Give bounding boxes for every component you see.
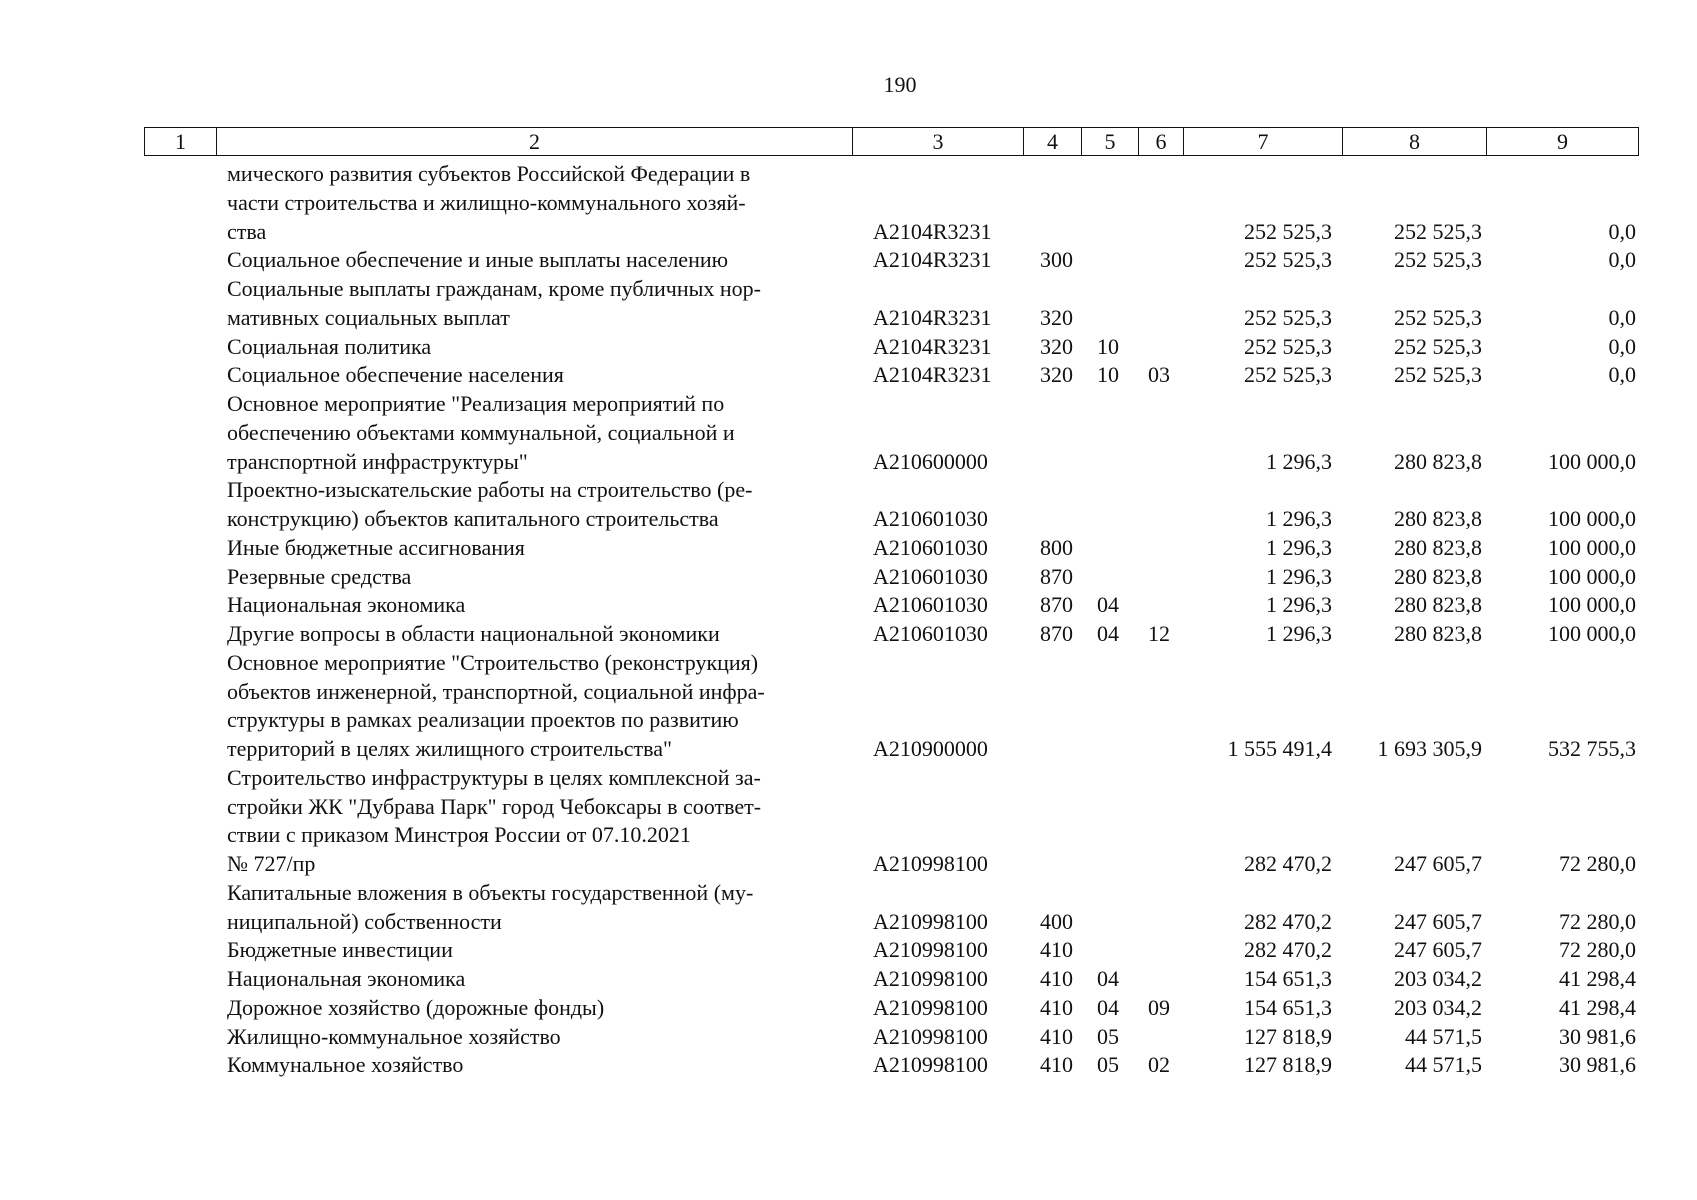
row-expense-type: 320 — [1040, 362, 1073, 388]
row-expense-type: 410 — [1040, 1023, 1073, 1049]
row-description: Основное мероприятие "Реализация мероприятий по обеспечению объектами коммунальной, социальной и транспортной инфраструктуры" — [227, 391, 735, 474]
row-target-code: А210998100 — [873, 851, 988, 876]
row-expense-type: 410 — [1040, 1052, 1073, 1078]
row-description: Строительство инфраструктуры в целях комплексной за- стройки ЖК "Дубрава Парк" город Чебоксары в соответ- ствии с приказом Минстроя России от 07.10.2021 № 727/пр — [227, 764, 762, 876]
row-target-code: А2104R3231 — [873, 247, 992, 273]
row-section: 10 — [1097, 362, 1119, 388]
table-row — [0, 361, 1697, 390]
row-target-code: А210601030 — [873, 621, 988, 646]
row-amount-3: 72 280,0 — [1559, 937, 1636, 963]
row-target-code: А2104R3231 — [873, 304, 992, 330]
row-description: Иные бюджетные ассигнования — [227, 534, 525, 560]
header-col-6: 6 — [1139, 128, 1184, 156]
row-target-code: А2104R3231 — [873, 362, 992, 388]
row-subsection: 12 — [1148, 621, 1170, 646]
row-amount-1: 252 525,3 — [1244, 362, 1332, 388]
row-amount-1: 1 296,3 — [1266, 448, 1332, 474]
row-amount-3: 100 000,0 — [1548, 621, 1636, 646]
row-description: Социальные выплаты гражданам, кроме публичных нор- мативных социальных выплат — [227, 276, 761, 330]
row-amount-3: 0,0 — [1608, 247, 1636, 273]
row-section: 10 — [1097, 333, 1119, 359]
row-amount-2: 203 034,2 — [1394, 994, 1482, 1020]
row-section: 05 — [1097, 1052, 1119, 1078]
row-amount-1: 127 818,9 — [1244, 1052, 1332, 1078]
page-number: 190 — [883, 72, 917, 97]
row-amount-3: 0,0 — [1608, 304, 1636, 330]
row-description: Коммунальное хозяйство — [227, 1052, 464, 1078]
row-target-code: А210998100 — [873, 1052, 988, 1078]
row-amount-3: 100 000,0 — [1548, 506, 1636, 531]
table-row — [0, 994, 1697, 1023]
row-description: Основное мероприятие "Строительство (реконструкция) объектов инженерной, транспортной, социальной инфра- структуры в рамках реализации проектов по развитию территорий в целях жилищного строительства" — [227, 649, 765, 761]
header-col-9: 9 — [1487, 128, 1639, 156]
row-amount-1: 154 651,3 — [1244, 966, 1332, 991]
table-row — [0, 1023, 1697, 1052]
row-description: Социальная политика — [227, 333, 432, 359]
row-target-code: А210601030 — [873, 506, 988, 531]
row-target-code: А210601030 — [873, 592, 988, 618]
table-row — [0, 390, 1697, 476]
row-description: Национальная экономика — [227, 592, 466, 618]
row-amount-1: 252 525,3 — [1244, 247, 1332, 273]
row-target-code: А2104R3231 — [873, 333, 992, 359]
row-subsection: 02 — [1148, 1052, 1170, 1078]
row-expense-type: 410 — [1040, 937, 1073, 963]
row-target-code: А210998100 — [873, 908, 988, 934]
table-row — [0, 246, 1697, 275]
row-amount-1: 1 555 491,4 — [1227, 736, 1332, 761]
row-amount-1: 252 525,3 — [1244, 304, 1332, 330]
row-amount-3: 72 280,0 — [1559, 908, 1636, 934]
row-description: Бюджетные инвестиции — [227, 937, 453, 963]
row-amount-2: 280 823,8 — [1394, 621, 1482, 646]
row-amount-3: 72 280,0 — [1559, 851, 1636, 876]
table-row — [0, 879, 1697, 937]
row-section: 04 — [1097, 994, 1119, 1020]
row-amount-1: 1 296,3 — [1266, 592, 1332, 618]
row-description: Дорожное хозяйство (дорожные фонды) — [227, 994, 605, 1020]
row-expense-type: 300 — [1040, 247, 1073, 273]
row-description: Капитальные вложения в объекты государственной (му- ниципальной) собственности — [227, 879, 754, 934]
row-target-code: А210998100 — [873, 1023, 988, 1049]
row-amount-1: 252 525,3 — [1244, 218, 1332, 244]
table-row — [0, 1051, 1697, 1080]
row-amount-3: 100 000,0 — [1548, 592, 1636, 618]
row-section: 04 — [1097, 621, 1119, 646]
row-expense-type: 320 — [1040, 333, 1073, 359]
row-amount-3: 30 981,6 — [1559, 1052, 1636, 1078]
row-description: Национальная экономика — [227, 966, 466, 991]
row-amount-3: 0,0 — [1608, 333, 1636, 359]
row-amount-2: 44 571,5 — [1405, 1023, 1482, 1049]
row-amount-2: 247 605,7 — [1394, 851, 1482, 876]
row-amount-2: 44 571,5 — [1405, 1052, 1482, 1078]
table-row — [0, 534, 1697, 563]
row-description: Жилищно-коммунальное хозяйство — [227, 1023, 561, 1049]
row-description: Другие вопросы в области национальной экономики — [227, 621, 720, 646]
row-target-code: А210900000 — [873, 736, 988, 761]
row-section: 05 — [1097, 1023, 1119, 1049]
row-expense-type: 320 — [1040, 304, 1073, 330]
table-row — [0, 764, 1697, 879]
row-amount-2: 1 693 305,9 — [1377, 736, 1482, 761]
row-amount-2: 280 823,8 — [1394, 534, 1482, 560]
row-amount-2: 252 525,3 — [1394, 333, 1482, 359]
row-amount-2: 252 525,3 — [1394, 304, 1482, 330]
row-amount-3: 0,0 — [1608, 362, 1636, 388]
row-amount-3: 100 000,0 — [1548, 448, 1636, 474]
row-expense-type: 870 — [1040, 563, 1073, 589]
row-expense-type: 800 — [1040, 534, 1073, 560]
table-row — [0, 965, 1697, 994]
table-row — [0, 476, 1697, 534]
row-amount-2: 247 605,7 — [1394, 937, 1482, 963]
row-amount-2: 280 823,8 — [1394, 592, 1482, 618]
row-description: Социальное обеспечение населения — [227, 362, 564, 388]
row-target-code: А210998100 — [873, 994, 988, 1020]
row-amount-1: 1 296,3 — [1266, 621, 1332, 646]
row-amount-3: 41 298,4 — [1559, 994, 1636, 1020]
row-section: 04 — [1097, 592, 1119, 618]
table-row — [0, 620, 1697, 649]
row-expense-type: 870 — [1040, 621, 1073, 646]
table-row — [0, 936, 1697, 965]
row-amount-2: 203 034,2 — [1394, 966, 1482, 991]
row-amount-2: 252 525,3 — [1394, 247, 1482, 273]
row-description: Социальное обеспечение и иные выплаты населению — [227, 247, 729, 273]
row-amount-2: 280 823,8 — [1394, 563, 1482, 589]
row-target-code: А210601030 — [873, 563, 988, 589]
table-row — [0, 563, 1697, 592]
row-amount-1: 1 296,3 — [1266, 534, 1332, 560]
row-subsection: 09 — [1148, 994, 1170, 1020]
table-row — [0, 275, 1697, 333]
row-expense-type: 410 — [1040, 966, 1073, 991]
table-row — [0, 160, 1697, 246]
row-amount-3: 0,0 — [1608, 218, 1636, 244]
row-amount-1: 127 818,9 — [1244, 1023, 1332, 1049]
row-amount-1: 154 651,3 — [1244, 994, 1332, 1020]
row-description: Резервные средства — [227, 563, 412, 589]
row-target-code: А210998100 — [873, 966, 988, 991]
row-target-code: А2104R3231 — [873, 218, 992, 244]
row-amount-1: 252 525,3 — [1244, 333, 1332, 359]
header-col-4: 4 — [1024, 128, 1082, 156]
row-amount-2: 252 525,3 — [1394, 218, 1482, 244]
row-expense-type: 400 — [1040, 908, 1073, 934]
row-target-code: А210998100 — [873, 937, 988, 963]
row-amount-3: 100 000,0 — [1548, 563, 1636, 589]
row-amount-3: 532 755,3 — [1548, 736, 1636, 761]
row-section: 04 — [1097, 966, 1119, 991]
header-col-7: 7 — [1184, 128, 1343, 156]
row-amount-2: 247 605,7 — [1394, 908, 1482, 934]
row-amount-2: 280 823,8 — [1394, 448, 1482, 474]
row-amount-1: 282 470,2 — [1244, 908, 1332, 934]
row-description: мического развития субъектов Российской Федерации в части строительства и жилищно-коммунального хозяй- ства — [227, 161, 751, 244]
table-row — [0, 333, 1697, 362]
row-amount-2: 252 525,3 — [1394, 362, 1482, 388]
row-amount-2: 280 823,8 — [1394, 506, 1482, 531]
header-col-1: 1 — [145, 128, 217, 156]
row-amount-1: 1 296,3 — [1266, 563, 1332, 589]
header-col-2: 2 — [217, 128, 853, 156]
row-amount-3: 100 000,0 — [1548, 534, 1636, 560]
header-col-5: 5 — [1082, 128, 1139, 156]
header-col-8: 8 — [1343, 128, 1487, 156]
row-amount-1: 282 470,2 — [1244, 851, 1332, 876]
row-amount-3: 41 298,4 — [1559, 966, 1636, 991]
row-target-code: А210601030 — [873, 534, 988, 560]
row-amount-1: 1 296,3 — [1266, 506, 1332, 531]
header-col-3: 3 — [853, 128, 1024, 156]
table-row — [0, 591, 1697, 620]
row-target-code: А210600000 — [873, 448, 988, 474]
row-amount-1: 282 470,2 — [1244, 937, 1332, 963]
row-amount-3: 30 981,6 — [1559, 1023, 1636, 1049]
table-row — [0, 649, 1697, 764]
row-expense-type: 410 — [1040, 994, 1073, 1020]
row-subsection: 03 — [1148, 362, 1170, 388]
row-expense-type: 870 — [1040, 592, 1073, 618]
row-description: Проектно-изыскательские работы на строительство (ре- конструкцию) объектов капитального строительства — [227, 477, 753, 531]
